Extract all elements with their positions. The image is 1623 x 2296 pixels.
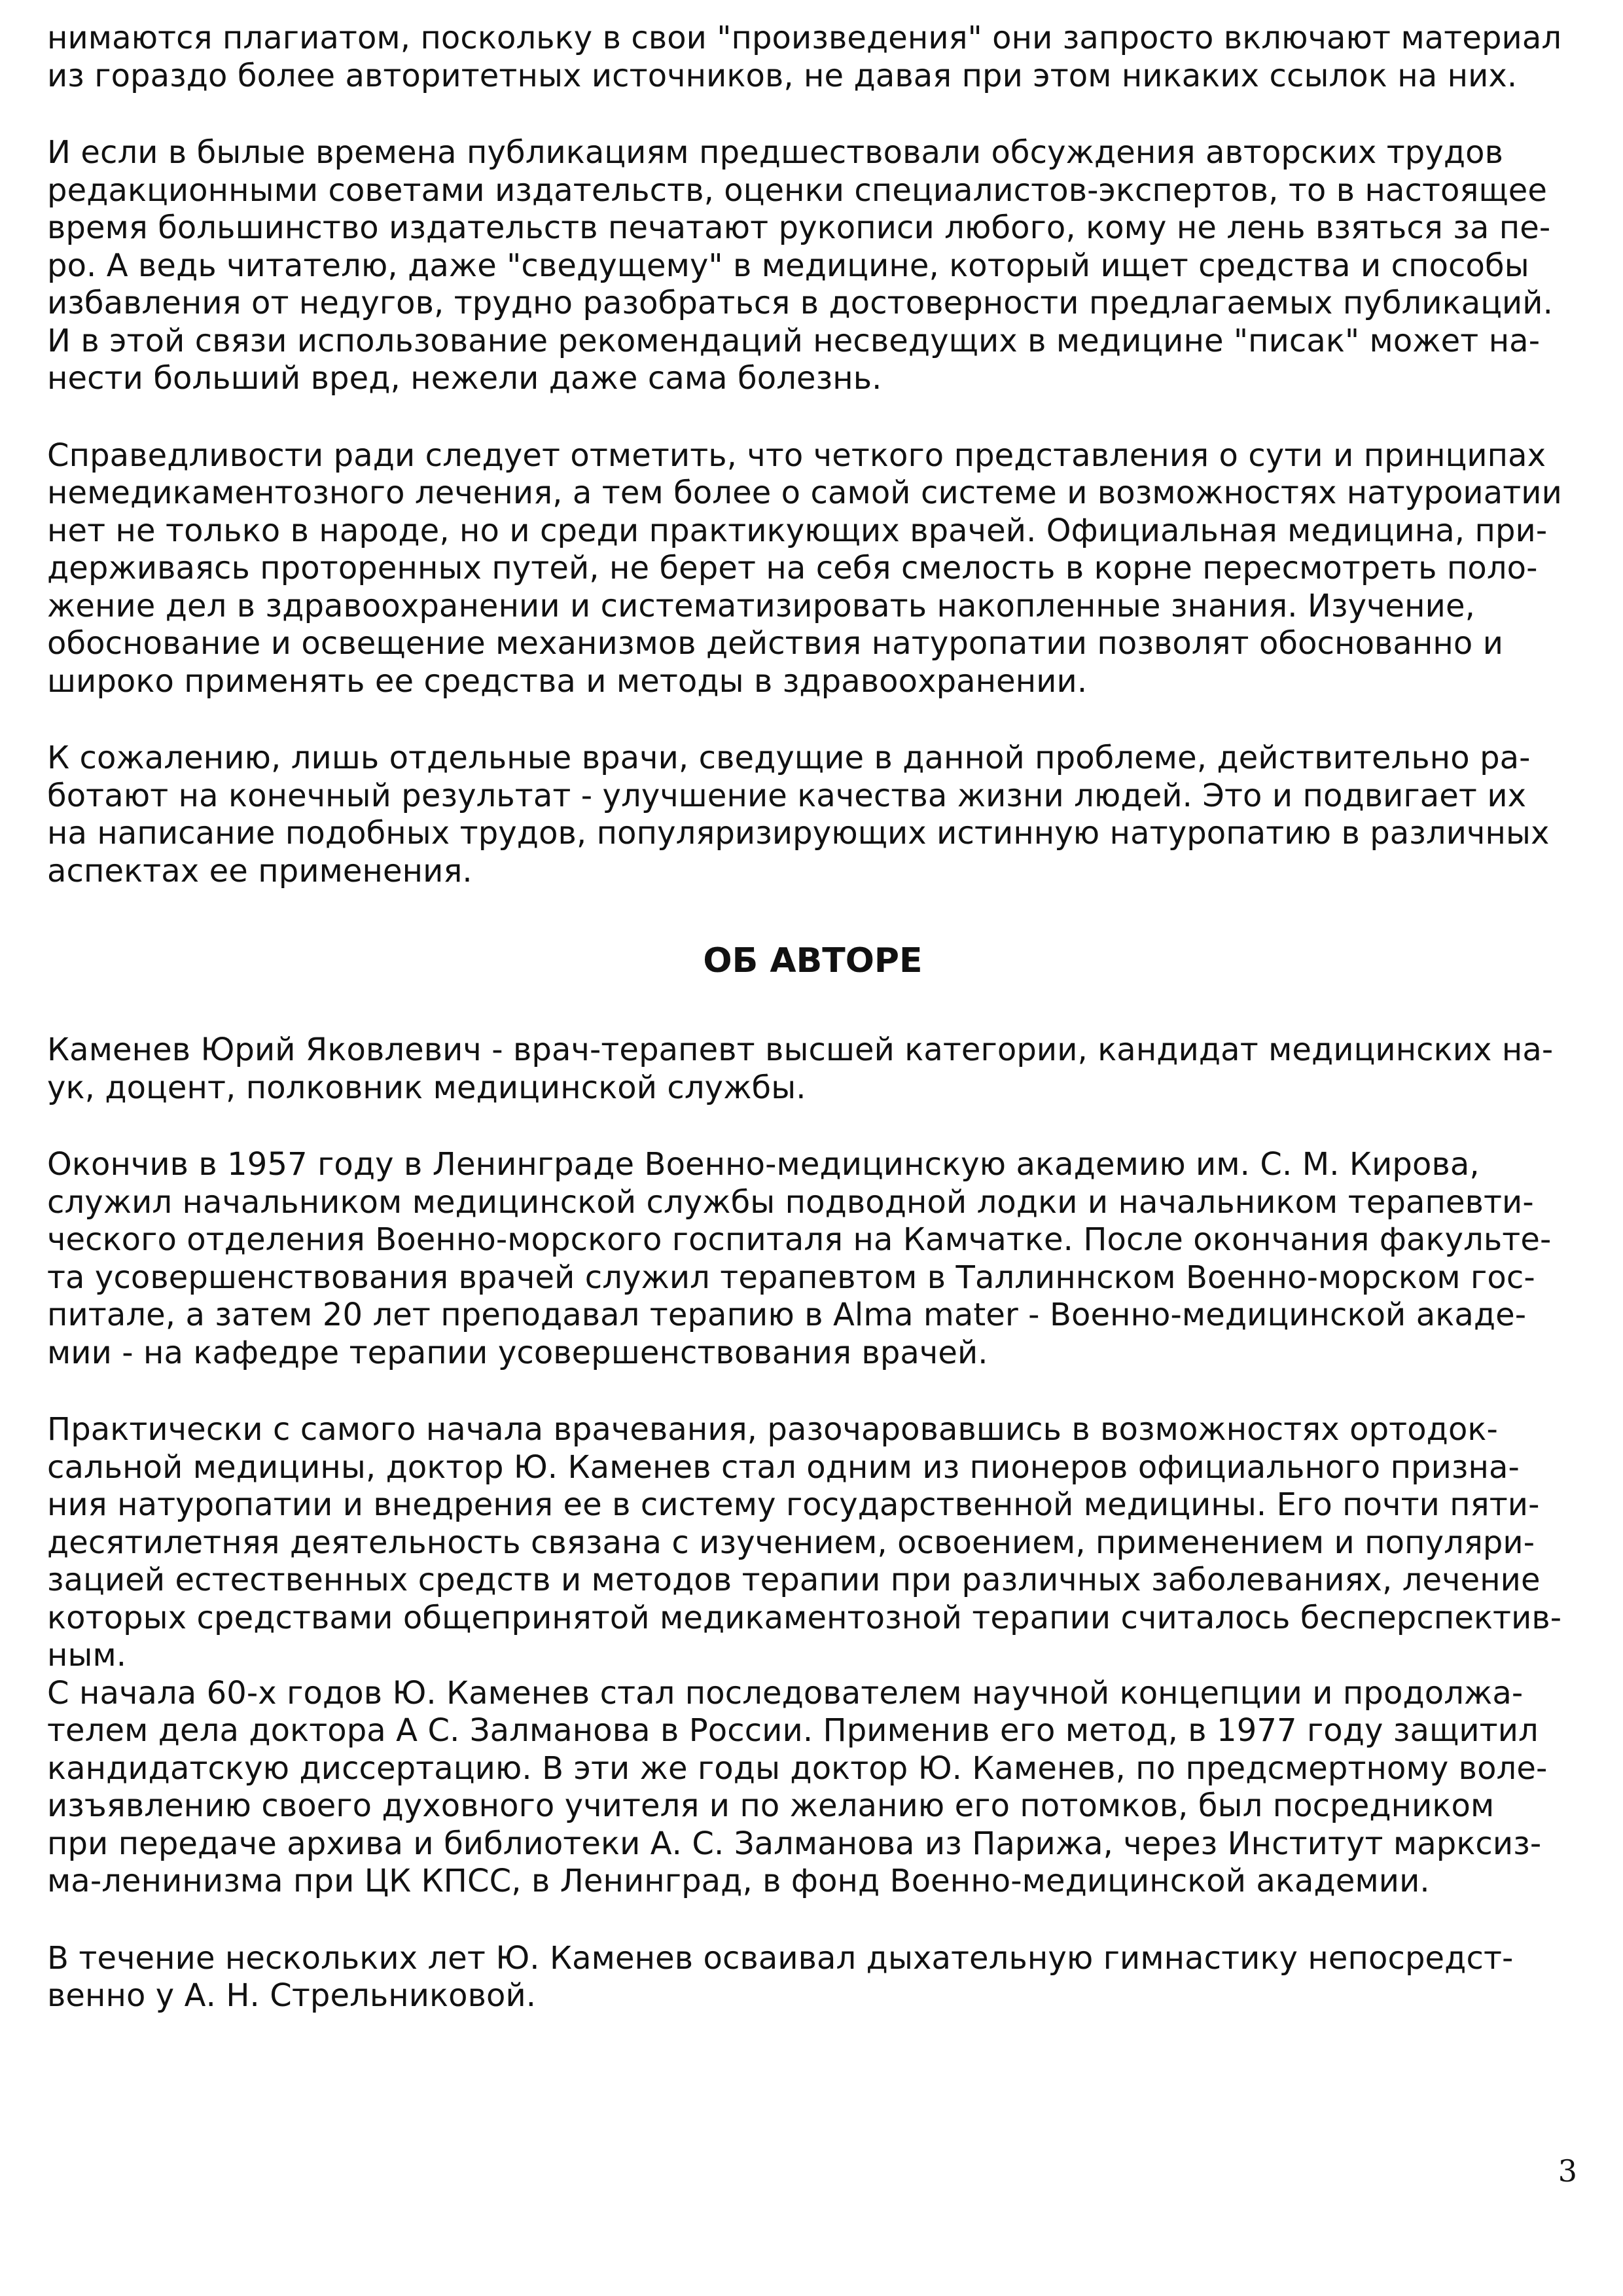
text-line: та усовершенствования врачей служил терапевтом в Таллиннском Военно-морском гос- [47, 1259, 1535, 1296]
text-line: ма-ленинизма при ЦК КПСС, в Ленинград, в фонд Военно-медицинской академии. [47, 1863, 1430, 1899]
text-line: время большинство издательств печатают рукописи любого, кому не лень взяться за пе- [47, 209, 1551, 246]
text-line: редакционными советами издательств, оценки специалистов-экспертов, то в настоящее [47, 171, 1548, 209]
text-line: немедикаментозного лечения, а тем более о самой системе и возможностях натуроиатии [47, 475, 1562, 511]
text-line: нимаются плагиатом, поскольку в свои "произведения" они запросто включают материал [47, 20, 1562, 56]
paragraph-author-intro [47, 1031, 1578, 1107]
text-line: широко применять ее средства и методы в здравоохранении. [47, 662, 1088, 700]
text-line: питале, а затем 20 лет преподавал терапию в Alma mater - Военно-медицинской акаде- [47, 1297, 1527, 1333]
text-line: И в этой связи использование рекомендаций несведущих в медицине "писак" может на- [47, 322, 1541, 359]
text-line: зацией естественных средств и методов терапии при различных заболеваниях, лечение [47, 1562, 1541, 1598]
text-line: при передаче архива и библиотеки А. С. Залманова из Парижа, через Институт марксиз- [47, 1825, 1542, 1862]
text-line: которых средствами общепринятой медикаментозной терапии считалось бесперспектив- [47, 1599, 1562, 1636]
text-line: аспектах ее применения. [47, 852, 473, 889]
text-line: К сожалению, лишь отдельные врачи, сведущие в данной проблеме, действительно ра- [47, 740, 1531, 776]
text-line: держиваясь проторенных путей, не берет на себя смелость в корне пересмотреть поло- [47, 550, 1538, 586]
text-line: избавления от недугов, трудно разобраться в достоверности предлагаемых публикаций. [47, 285, 1553, 321]
text-line: ческого отделения Военно-морского госпиталя на Камчатке. После окончания факульте- [47, 1221, 1552, 1258]
text-line: Каменев Юрий Яковлевич - врач-терапевт высшей категории, кандидат медицинских на- [47, 1031, 1554, 1068]
text-line: из гораздо более авторитетных источников, не давая при этом никаких ссылок на них. [47, 57, 1518, 94]
text-line: сальной медицины, доктор Ю. Каменев стал одним из пионеров официального призна- [47, 1448, 1520, 1486]
text-line: нет не только в народе, но и среди практикующих врачей. Официальная медицина, при- [47, 512, 1548, 549]
text-line: ук, доцент, полковник медицинской службы. [47, 1069, 806, 1106]
text-line: И если в былые времена публикациям предшествовали обсуждения авторских трудов [47, 134, 1504, 171]
text-line: кандидатскую диссертацию. В эти же годы доктор Ю. Каменев, по предсмертному воле- [47, 1749, 1548, 1787]
paragraph-naturopathy [47, 437, 1578, 701]
text-line: ным. [47, 1637, 127, 1674]
text-line: Практически с самого начала врачевания, разочаровавшись в возможностях ортодок- [47, 1411, 1498, 1448]
section-heading: ОБ АВТОРЕ [703, 941, 923, 980]
paragraph-doctors [47, 740, 1578, 890]
paragraph-author-strelnikova [47, 1940, 1578, 2015]
text-line: Справедливости ради следует отметить, что четкого представления о сути и принципах [47, 437, 1546, 474]
paragraph-author-practice [47, 1411, 1578, 1675]
text-line: Окончив в 1957 году в Ленинграде Военно-медицинскую академию им. С. М. Кирова, [47, 1146, 1480, 1183]
paragraph-plagiarism [47, 20, 1578, 95]
paragraph-author-zalmanov [47, 1675, 1578, 1901]
text-line: нести больший вред, нежели даже сама болезнь. [47, 360, 882, 397]
text-line: обоснование и освещение механизмов действия натуропатии позволят обоснованно и [47, 625, 1504, 662]
text-line: десятилетняя деятельность связана с изучением, освоением, применением и популяри- [47, 1524, 1535, 1561]
text-line: В течение нескольких лет Ю. Каменев осваивал дыхательную гимнастику непосредст- [47, 1939, 1514, 1977]
page-number: 3 [1558, 2153, 1577, 2189]
text-line: ро. А ведь читателю, даже "сведущему" в медицине, который ищет средства и способы [47, 247, 1529, 284]
paragraph-publications [47, 134, 1578, 398]
text-line: ботают на конечный результат - улучшение качества жизни людей. Это и подвигает их [47, 777, 1527, 814]
text-line: мии - на кафедре терапии усовершенствования врачей. [47, 1334, 988, 1371]
text-line: на написание подобных трудов, популяризирующих истинную натуропатию в различных [47, 815, 1550, 852]
text-line: телем дела доктора А С. Залманова в России. Применив его метод, в 1977 году защитил [47, 1712, 1539, 1749]
document-page [47, 20, 1578, 2015]
paragraph-author-career [47, 1146, 1578, 1372]
text-line: ния натуропатии и внедрения ее в систему государственной медицины. Его почти пяти- [47, 1486, 1540, 1523]
text-line: жение дел в здравоохранении и систематизировать накопленные знания. Изучение, [47, 587, 1475, 624]
text-line: венно у А. Н. Стрельниковой. [47, 1977, 537, 2014]
text-line: изъявлению своего духовного учителя и по желанию его потомков, был посредником [47, 1787, 1495, 1824]
text-line: служил начальником медицинской службы подводной лодки и начальником терапевти- [47, 1183, 1534, 1221]
text-line: С начала 60-х годов Ю. Каменев стал последователем научной концепции и продолжа- [47, 1674, 1524, 1712]
